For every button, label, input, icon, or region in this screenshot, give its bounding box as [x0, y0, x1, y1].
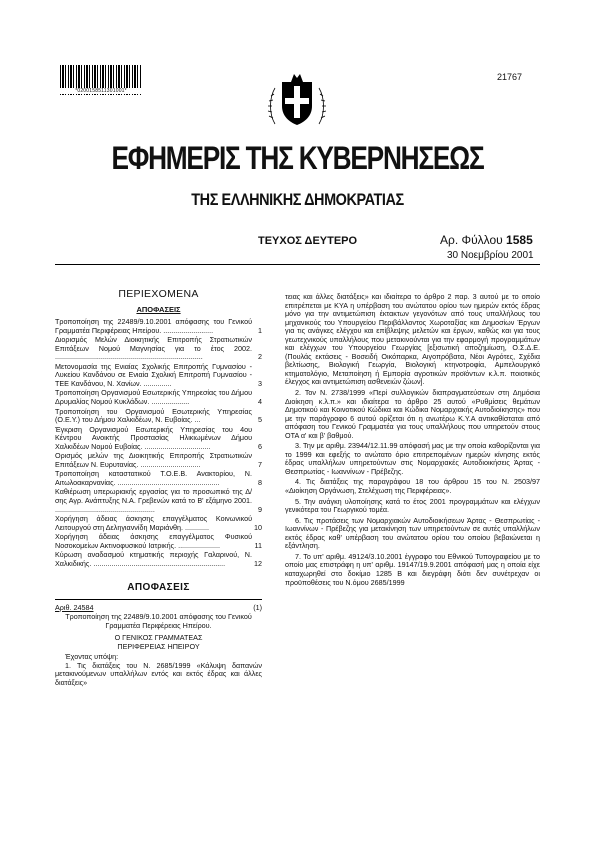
recital-paragraph: 5. Την ανάγκη υλοποίησης κατά το έτος 2001 προγραμμάτων και ελέγχων γενικότερα του Γεωργικού τομέα. — [285, 496, 540, 515]
toc-item-text: Έγκριση Οργανισμού Εσωτερικής Υπηρεσίας του 4ου Κέντρου Ανοικτής Προστασίας Ηλικιωμένων Δήμου Χαλκιδέων Νομού Ευβοίας. ................................. — [55, 424, 252, 451]
decision-ref: (1) — [253, 602, 262, 612]
decision-number: Αριθ. 24584 — [55, 602, 94, 612]
toc-item-page: 2 — [258, 352, 262, 362]
toc-item — [55, 533, 262, 550]
toc-item-text: Τροποποίηση καταστατικού Τ.Ο.Ε.Β. Ανακτορίου, Ν. Αιτωλοακαρνανίας. ................................................... — [55, 469, 252, 487]
toc-item-text: Καθιέρωση υπερωριακής εργασίας για το προσωπικό της Δ/σης Αγρ. Ανάπτυξης Ν.Α. Γρεβενών κατά το Β' εξάμηνο 2001. .................................................. — [55, 487, 252, 514]
decisions-title: ΑΠΟΦΑΣΕΙΣ — [127, 582, 190, 594]
toc-item-page: 6 — [258, 441, 262, 451]
authority-line-1: Ο ΓΕΝΙΚΟΣ ΓΡΑΜΜΑΤΕΑΣ — [114, 633, 203, 643]
toc-item — [55, 452, 262, 469]
issue-number-value: 1585 — [506, 233, 533, 247]
toc-item — [55, 318, 262, 335]
toc-item-text: Διορισμός Μελών Διοικητικής Επιτροπής Στρατιωτικών Επιτάξεων Νομού Μαγνησίας για το έτος 2002. .......................................................................... — [55, 335, 252, 362]
toc-item — [55, 551, 262, 568]
toc-item-text: Τροποποίηση της 22489/9.10.2001 απόφασης του Γενικού Γραμματέα Περιφέρειας Ηπείρου. ......................... — [55, 317, 252, 335]
right-column — [285, 293, 540, 587]
contents-subtitle: ΑΠΟΦΑΣΕΙΣ — [136, 304, 181, 314]
toc-item — [55, 515, 262, 532]
toc-item-page: 12 — [254, 558, 262, 568]
toc-item-text: Τροποποίηση Οργανισμού Εσωτερικής Υπηρεσίας του Δήμου Δρυμαλίας Νομού Κυκλάδων. ................... — [55, 388, 252, 407]
decisions-divider — [55, 599, 262, 600]
header-divider — [55, 264, 540, 265]
toc-item — [55, 488, 262, 514]
toc-item-text: Χορήγηση άδειας άσκησης επαγγέλματος Φυσικού Νοσοκομείων Ακτινοφυσικού Ιατρικής. ..................... — [55, 532, 252, 550]
recital-paragraph: 6. Τις προτάσεις των Νομαρχιακών Αυτοδιοικήσεων Άρτας - Θεσπρωτίας - Ιωαννίνων - Πρέβεζης για μετακίνηση των υπηρετούντων σε αυτές υπαλλήλων εκτός έδρας καθ' υπέρβαση του ανώτατου ορίου του οποίου βεβαιώνεται η εξάντληση. — [285, 515, 540, 551]
toc-item-text: Ορισμός μελών της Διοικητικής Επιτροπής Στρατιωτικών Επιτάξεων Ν. Ευρυτανίας. .............................. — [55, 451, 252, 469]
issue-number — [440, 233, 533, 247]
toc-item-text: Χορήγηση άδειας άσκησης επαγγέλματος Κοινωνικού Λειτουργού στη Δεληγιαννίδη Μαριάνθη. ............ — [55, 514, 252, 532]
toc-item — [55, 336, 262, 362]
recital-paragraph: 2. Τον Ν. 2738/1999 «Περί συλλογικών διαπραγματεύσεων στη Δημόσια Διοίκηση κ.λ.π.» και ιδιαίτερα το άρθρο 25 αυτού «Ρυθμίσεις θεμάτων Δημοτικού και Κοινοτικού Κώδικα και Κώδικα Νομαρχιακής Αυτοδιοίκησης» που με την παράγραφο 6 αυτού ορίζεται ότι η ανωτέρω Κ.Υ.Α αντικαθίσταται από απόφαση του Γενικού Γραμματέα για τους υπαλλήλους που υπηρετούν στους ΟΤΑ α' και β' βαθμού. — [285, 388, 540, 440]
page-number: 21767 — [497, 72, 523, 82]
toc-item — [55, 389, 262, 406]
toc-item — [55, 426, 262, 452]
decision-number-row — [55, 604, 262, 613]
toc-item — [55, 470, 262, 487]
recital-paragraph: 7. Το υπ' αριθμ. 49124/3.10.2001 έγγραφο του Εθνικού Τυπογραφείου με το οποίο μας επιστράφη η υπ' αριθμ. 19147/19.9.2001 απόφασή μας η οποία είχε καταχωρηθεί στο δοκίμιο 1285 Β και διεγράφη διότι δεν συνέτρεχαν οι προϋποθέσεις του Ν.όμου 2685/1999 — [285, 551, 540, 587]
toc-item-page: 4 — [258, 397, 262, 407]
toc-item-page: 1 — [258, 325, 262, 335]
toc-item-page: 7 — [258, 459, 262, 469]
left-column — [55, 290, 262, 687]
toc-item-text: Μετονομασία της Ενιαίας Σχολικής Επιτροπής Γυμνασίου - Λυκείου Κανδάνου σε Ενιαία Σχολική Επιτροπή Γυμνασίου - ΤΕΕ Κανδάνου, Ν. Χανίων. .............. — [55, 361, 252, 388]
issue-number-label: Αρ. Φύλλου — [440, 233, 503, 247]
recital-paragraph: 4. Τις διατάξεις της παραγράφου 18 του άρθρου 15 του Ν. 2503/97 «Διοίκηση Οργάνωση, Στελέχωση της Περιφέρειας». — [285, 477, 540, 496]
toc-item-page: 9 — [258, 504, 262, 514]
barcode-number: *0200158511301001* — [60, 88, 142, 94]
contents-title: ΠΕΡΙΕΧΟΜΕΝΑ — [118, 288, 199, 300]
greek-coat-of-arms-emblem — [267, 68, 327, 130]
gazette-subtitle: ΤΗΣ ΕΛΛΗΝΙΚΗΣ ΔΗΜΟΚΡΑΤΙΑΣ — [191, 190, 404, 209]
toc-item-page: 8 — [258, 477, 262, 487]
issue-date: 30 Νοεμβρίου 2001 — [447, 250, 534, 261]
toc-item — [55, 363, 262, 389]
contents-list — [55, 318, 262, 568]
toc-item-page: 5 — [258, 415, 262, 425]
having-regard: Έχοντας υπόψη: — [65, 652, 119, 662]
decision-heading: Τροποποίηση της 22489/9.10.2001 απόφασης του Γενικού Γραμματέα Περιφέρειας Ηπείρου. — [65, 611, 252, 630]
toc-item — [55, 408, 262, 425]
toc-item-page: 3 — [258, 378, 262, 388]
toc-item-page: 10 — [254, 522, 262, 532]
recital-paragraph: 3. Την με αριθμ. 23944/12.11.99 απόφασή μας με την οποία καθορίζονται για το 1999 και εφεξής το ανώτατο όριο επιτρεπομένων ημερών κίνησης εκτός έδρας υπαλλήλων υπηρετούντων στις Νομαρχιακές Αυτοδιοικήσεις Άρτας - Θεσπρωτίας - Ιωαννίνων - Πρέβεζης. — [285, 441, 540, 476]
recital-paragraph: τειας και άλλες διατάξεις» και ιδιαίτερα το άρθρο 2 παρ. 3 αυτού με το οποίο επιτρέπεται με ΚΥΑ η υπέρβαση του ανώτατου ορίου των ημερών εκτός έδρας μόνο για την αντιμετώπιση έκτακτων γεγονότων από τους υπαλλήλους του μηχανικούς του Υπουργείου Περιβάλλοντος Χωροταξίας και Δημοσίων Έργων για τις ανάγκες ελέγχου και επίβλεψης μελετών και έργων, καθώς και για τους γεωτεχνικούς υπαλλήλους που μετακινούνται για την εφαρμογή προγραμμάτων και ελέγχων του Υπουργείου Γεωργίας [εξισωτική αποζημίωση, Ο.Σ.Δ.Ε. (Πουλάς εκτάσεις - Βοσειδή Οικόπαρκα, Αιγοπρόβατα, Νέοι Αγρότες, Σχέδια βελτίωσης, Βιολογική Γεωργία, Βιολογική κτηνοτροφία, Αμπελουργικό κτηματολόγιο, Μεταποίηση ή Εμπορία αγροτικών προϊόντων κ.λ.π. ποιοτικός έλεγχος και αντιμετώπιση ασθενειών ζώων]. — [285, 292, 540, 387]
authority-line-2: ΠΕΡΙΦΕΡΕΙΑΣ ΗΠΕΙΡΟΥ — [117, 641, 200, 651]
gazette-title: ΕΦΗΜΕΡΙΣ ΤΗΣ ΚΥΒΕΡΝΗΣΕΩΣ — [111, 140, 484, 176]
toc-item-text: Τροποποίηση του Οργανισμού Εσωτερικής Υπηρεσίας (Ο.Ε.Υ.) του Δήμου Χαλκιδέων, Ν. Ευβοίας. ... — [55, 406, 252, 425]
toc-item-text: Κύρωση αναδασμού κτηματικής περιοχής Γαλαρινού, Ν. Χαλκιδικής. .................................................................. — [55, 550, 252, 568]
toc-item-page: 11 — [254, 540, 262, 550]
recital-paragraph: 1. Τις διατάξεις του Ν. 2685/1999 «Κάλυψη δαπανών μετακινούμενων υπαλλήλων εντός και εκτός έδρας και άλλες διατάξεις» — [55, 660, 262, 687]
issue-type: ΤΕΥΧΟΣ ΔΕΥΤΕΡΟ — [258, 235, 358, 247]
